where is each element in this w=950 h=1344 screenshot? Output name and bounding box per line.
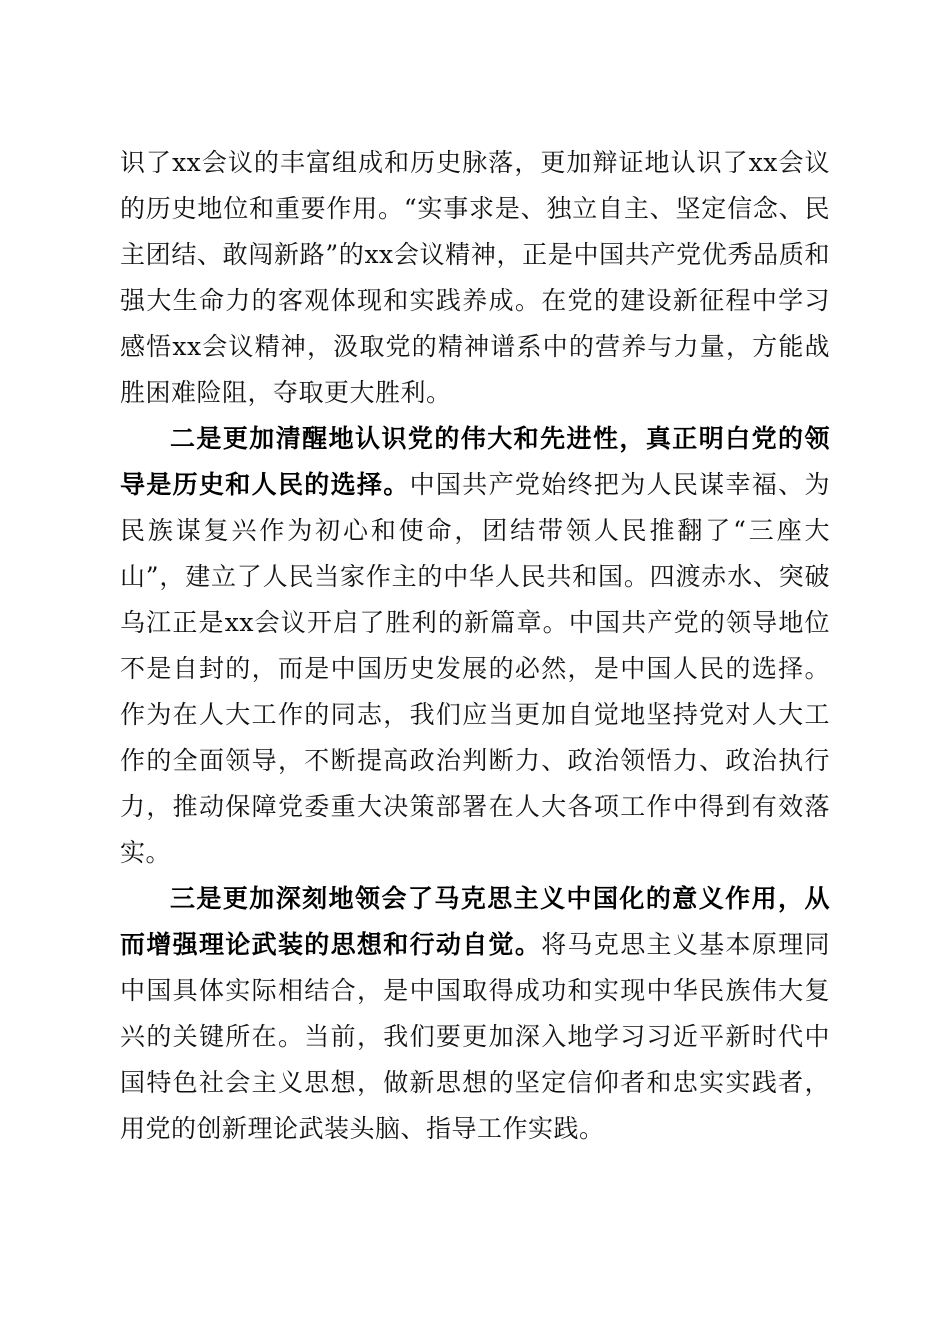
paragraph-3-body: 将马克思主义基本原理同中国具体实际相结合，是中国取得成功和实现中华民族伟大复兴的关键所在。当前，我们要更加深入地学习习近平新时代中国特色社会主义思想，做新思想的坚定信仰者和忠实实践者，用党的创新理论武装头脑、指导工作实践。 bbox=[120, 930, 830, 1143]
paragraph-3 bbox=[120, 876, 830, 1152]
paragraph-2-body: 中国共产党始终把为人民谋幸福、为民族谋复兴作为初心和使命，团结带领人民推翻了“三座大山”，建立了人民当家作主的中华人民共和国。四渡赤水、突破乌江正是xx会议开启了胜利的新篇章。中国共产党的领导地位不是自封的，而是中国历史发展的必然，是中国人民的选择。作为在人大工作的同志，我们应当更加自觉地坚持党对人大工作的全面领导，不断提高政治判断力、政治领悟力、政治执行力，推动保障党委重大决策部署在人大各项工作中得到有效落实。 bbox=[120, 470, 830, 867]
paragraph-2 bbox=[120, 416, 830, 876]
paragraph-2-lead: 二是更加清醒地认识党的伟大和先进性，真正明白党的领导是历史和人民的选择。 bbox=[120, 424, 830, 499]
paragraph-1-body: 识了xx会议的丰富组成和历史脉落，更加辩证地认识了xx会议的历史地位和重要作用。“实事求是、独立自主、坚定信念、民主团结、敢闯新路”的xx会议精神，正是中国共产党优秀品质和强大生命力的客观体现和实践养成。在党的建设新征程中学习感悟xx会议精神，汲取党的精神谱系中的营养与力量，方能战胜困难险阻，夺取更大胜利。 bbox=[120, 148, 830, 407]
paragraph-3-lead: 三是更加深刻地领会了马克思主义中国化的意义作用，从而增强理论武装的思想和行动自觉。 bbox=[120, 884, 830, 959]
paragraph-1 bbox=[120, 140, 830, 416]
document-body bbox=[120, 140, 830, 1152]
